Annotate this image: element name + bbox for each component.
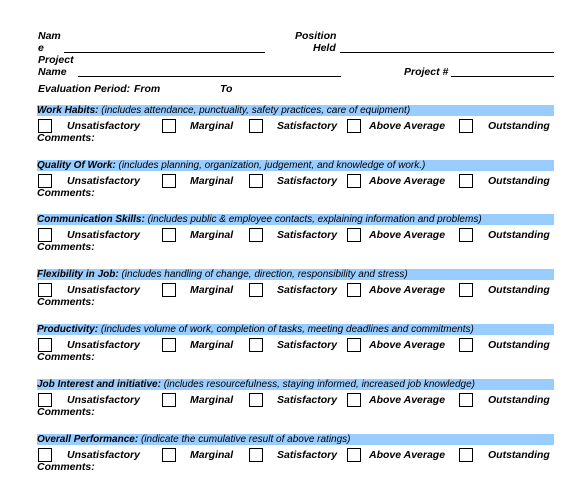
name-label-line2: e <box>38 42 44 54</box>
rating-section <box>37 434 554 489</box>
rating-checkbox-above-average[interactable] <box>347 448 361 462</box>
rating-checkbox-outstanding[interactable] <box>459 393 473 407</box>
rating-section <box>37 324 554 379</box>
rating-label: Satisfactory <box>277 394 338 406</box>
rating-label: Outstanding <box>488 120 550 132</box>
section-description: (includes handling of change, direction, responsibility and stress) <box>118 269 408 280</box>
rating-label: Above Average <box>369 229 446 241</box>
rating-checkbox-marginal[interactable] <box>162 228 176 242</box>
rating-label: Outstanding <box>488 449 550 461</box>
rating-label: Satisfactory <box>277 229 338 241</box>
rating-checkbox-above-average[interactable] <box>347 338 361 352</box>
project-name-label-line2: Name <box>38 66 67 78</box>
rating-label: Above Average <box>369 284 446 296</box>
position-field[interactable] <box>340 52 554 53</box>
section-description: (includes volume of work, completion of tasks, meeting deadlines and commitments) <box>98 324 474 335</box>
rating-label: Unsatisfactory <box>67 284 140 296</box>
section-title: Job Interest and initiative: <box>37 379 161 390</box>
rating-section <box>37 214 554 269</box>
comments-label: Comments: <box>37 461 95 473</box>
section-description: (includes planning, organization, judgement, and knowledge of work.) <box>115 160 426 171</box>
rating-checkbox-outstanding[interactable] <box>459 228 473 242</box>
rating-checkbox-outstanding[interactable] <box>459 119 473 133</box>
rating-label: Unsatisfactory <box>67 229 140 241</box>
rating-checkbox-outstanding[interactable] <box>459 338 473 352</box>
rating-label: Above Average <box>369 175 446 187</box>
rating-label: Unsatisfactory <box>67 394 140 406</box>
section-title: Communication Skills: <box>37 214 145 225</box>
rating-checkbox-unsatisfactory[interactable] <box>38 393 52 407</box>
comments-label: Comments: <box>37 132 95 144</box>
section-title: Work Habits: <box>37 105 99 116</box>
rating-label: Unsatisfactory <box>67 339 140 351</box>
comments-label: Comments: <box>37 187 95 199</box>
rating-label: Marginal <box>190 284 234 296</box>
from-label: From <box>134 83 161 95</box>
rating-label: Outstanding <box>488 175 550 187</box>
rating-label: Satisfactory <box>277 284 338 296</box>
rating-checkbox-satisfactory[interactable] <box>249 174 263 188</box>
section-title: Quality Of Work: <box>37 160 116 171</box>
comments-label: Comments: <box>37 351 95 363</box>
rating-checkbox-outstanding[interactable] <box>459 448 473 462</box>
rating-label: Above Average <box>369 120 446 132</box>
rating-checkbox-unsatisfactory[interactable] <box>38 119 52 133</box>
comments-label: Comments: <box>37 241 95 253</box>
rating-label: Outstanding <box>488 229 550 241</box>
section-header-band <box>37 160 554 171</box>
rating-checkbox-above-average[interactable] <box>347 119 361 133</box>
project-number-label: Project # <box>404 66 449 78</box>
section-header-band <box>37 434 554 445</box>
rating-checkbox-marginal[interactable] <box>162 393 176 407</box>
rating-label: Above Average <box>369 339 446 351</box>
rating-checkbox-unsatisfactory[interactable] <box>38 283 52 297</box>
rating-label: Satisfactory <box>277 449 338 461</box>
rating-checkbox-satisfactory[interactable] <box>249 393 263 407</box>
section-description: (includes attendance, punctuality, safety practices, care of equipment) <box>98 105 411 116</box>
rating-checkbox-above-average[interactable] <box>347 174 361 188</box>
rating-label: Marginal <box>190 394 234 406</box>
section-title: Overall Performance: <box>37 434 139 445</box>
rating-label: Marginal <box>190 175 234 187</box>
rating-label: Unsatisfactory <box>67 175 140 187</box>
section-header-band <box>37 269 554 280</box>
to-label: To <box>220 83 233 95</box>
rating-checkbox-satisfactory[interactable] <box>249 228 263 242</box>
rating-checkbox-outstanding[interactable] <box>459 174 473 188</box>
rating-checkbox-above-average[interactable] <box>347 283 361 297</box>
rating-label: Marginal <box>190 229 234 241</box>
rating-label: Above Average <box>369 394 446 406</box>
section-description: (indicate the cumulative result of above ratings) <box>138 434 351 445</box>
rating-label: Satisfactory <box>277 339 338 351</box>
rating-section <box>37 269 554 324</box>
name-label-line1: Nam <box>38 30 61 42</box>
section-description: (includes resourcefulness, staying informed, increased job knowledge) <box>160 379 475 390</box>
rating-checkbox-unsatisfactory[interactable] <box>38 228 52 242</box>
rating-label: Satisfactory <box>277 175 338 187</box>
rating-label: Unsatisfactory <box>67 120 140 132</box>
rating-section <box>37 105 554 160</box>
rating-label: Above Average <box>369 449 446 461</box>
rating-checkbox-marginal[interactable] <box>162 283 176 297</box>
section-header-band <box>37 214 554 225</box>
rating-section <box>37 160 554 215</box>
section-title: Flexibility in Job: <box>37 269 119 280</box>
rating-label: Outstanding <box>488 284 550 296</box>
rating-label: Unsatisfactory <box>67 449 140 461</box>
comments-label: Comments: <box>37 296 95 308</box>
section-header-band <box>37 379 554 390</box>
rating-checkbox-satisfactory[interactable] <box>249 283 263 297</box>
position-label-line2: Held <box>313 42 336 54</box>
rating-label: Satisfactory <box>277 120 338 132</box>
rating-checkbox-above-average[interactable] <box>347 393 361 407</box>
rating-checkbox-satisfactory[interactable] <box>249 338 263 352</box>
section-header-band <box>37 105 554 116</box>
rating-checkbox-above-average[interactable] <box>347 228 361 242</box>
project-name-field[interactable] <box>78 76 341 77</box>
rating-checkbox-unsatisfactory[interactable] <box>38 338 52 352</box>
rating-checkbox-marginal[interactable] <box>162 448 176 462</box>
project-name-label-line1: Project <box>38 54 74 66</box>
comments-label: Comments: <box>37 406 95 418</box>
section-title: Productivity: <box>37 324 99 335</box>
rating-checkbox-unsatisfactory[interactable] <box>38 174 52 188</box>
rating-label: Marginal <box>190 339 234 351</box>
rating-label: Outstanding <box>488 394 550 406</box>
rating-checkbox-outstanding[interactable] <box>459 283 473 297</box>
project-number-field[interactable] <box>451 76 554 77</box>
name-field[interactable] <box>64 52 265 53</box>
rating-checkbox-marginal[interactable] <box>162 119 176 133</box>
evaluation-period-label: Evaluation Period: <box>38 83 131 95</box>
rating-checkbox-unsatisfactory[interactable] <box>38 448 52 462</box>
rating-checkbox-marginal[interactable] <box>162 174 176 188</box>
rating-label: Marginal <box>190 449 234 461</box>
rating-section <box>37 379 554 434</box>
position-label-line1: Position <box>295 30 337 42</box>
rating-label: Outstanding <box>488 339 550 351</box>
rating-checkbox-marginal[interactable] <box>162 338 176 352</box>
rating-checkbox-satisfactory[interactable] <box>249 448 263 462</box>
section-header-band <box>37 324 554 335</box>
rating-checkbox-satisfactory[interactable] <box>249 119 263 133</box>
rating-label: Marginal <box>190 120 234 132</box>
section-description: (includes public & employee contacts, explaining information and problems) <box>144 214 482 225</box>
